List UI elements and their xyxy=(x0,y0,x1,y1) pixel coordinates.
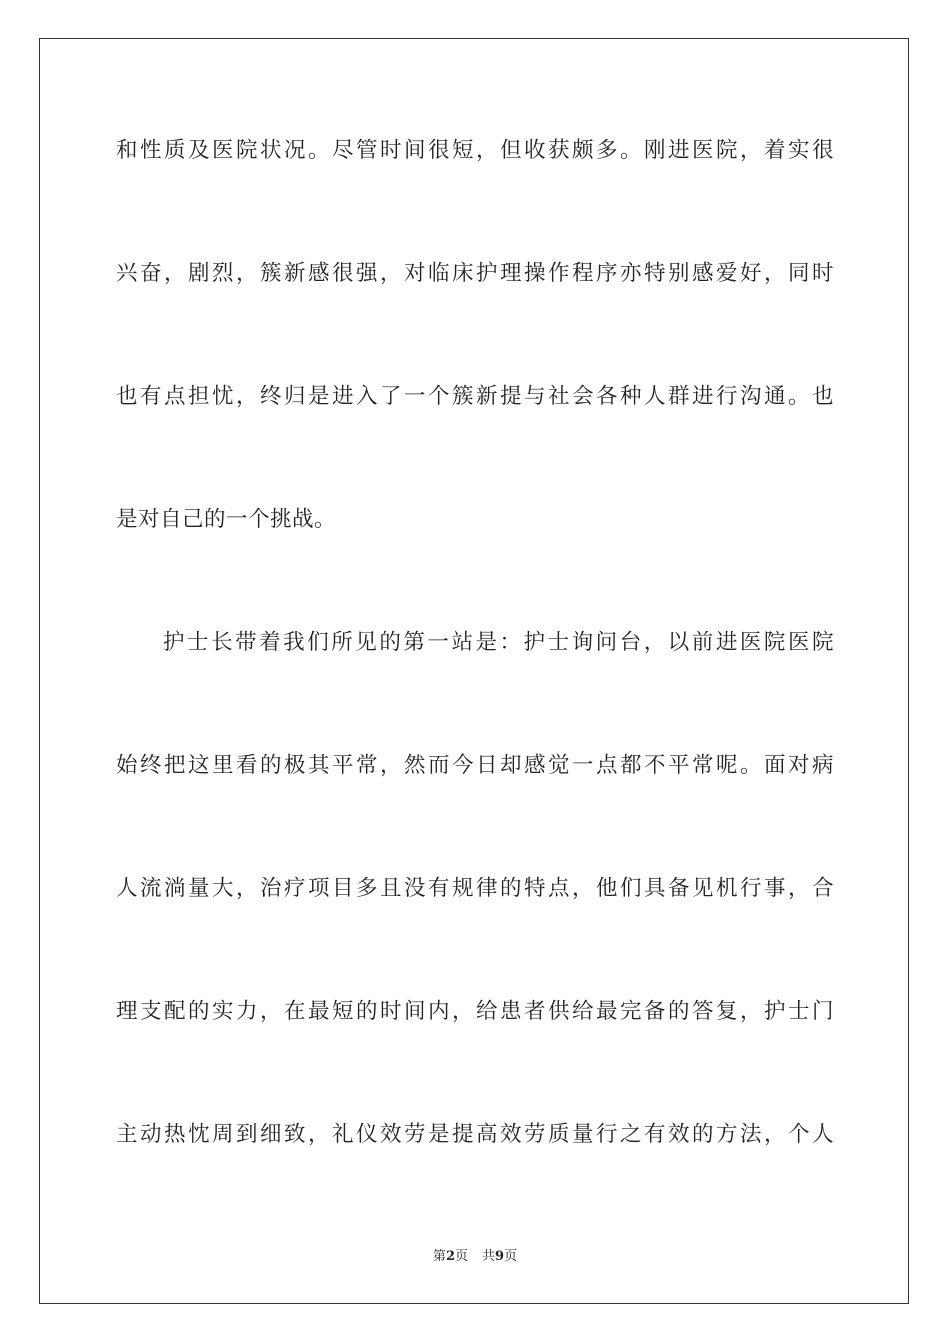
page-suffix: 页 xyxy=(454,1249,468,1264)
paragraph-line: 和性质及医院状况。尽管时间很短，但收获颇多。刚进医院，着实很 xyxy=(116,138,834,163)
paragraph-line: 始终把这里看的极其平常，然而今日却感觉一点都不平常呢。面对病 xyxy=(116,753,834,778)
paragraph-line: 是对自己的一个挑战。 xyxy=(116,507,337,532)
page-border xyxy=(39,38,909,1304)
paragraph-line: 人流淌量大，治疗项目多且没有规律的特点，他们具备见机行事，合 xyxy=(116,876,834,901)
page-prefix: 第 xyxy=(432,1249,446,1264)
paragraph-line: 兴奋，剧烈，簇新感很强，对临床护理操作程序亦特别感爱好，同时 xyxy=(116,261,834,286)
paragraph-line: 理支配的实力，在最短的时间内，给患者供给最完备的答复，护士门 xyxy=(116,999,834,1024)
total-prefix: 共 xyxy=(482,1249,496,1264)
page-footer xyxy=(0,1248,950,1266)
page-number: 2 xyxy=(445,1249,455,1264)
total-suffix: 页 xyxy=(504,1249,518,1264)
paragraph-line: 也有点担忧，终归是进入了一个簇新提与社会各种人群进行沟通。也 xyxy=(116,384,834,409)
paragraph-line: 主动热忱周到细致，礼仪效劳是提高效劳质量行之有效的方法，个人 xyxy=(116,1122,834,1147)
paragraph-line: 护士长带着我们所见的第一站是：护士询问台，以前进医院医院 xyxy=(163,630,834,655)
total-pages: 9 xyxy=(495,1249,505,1264)
